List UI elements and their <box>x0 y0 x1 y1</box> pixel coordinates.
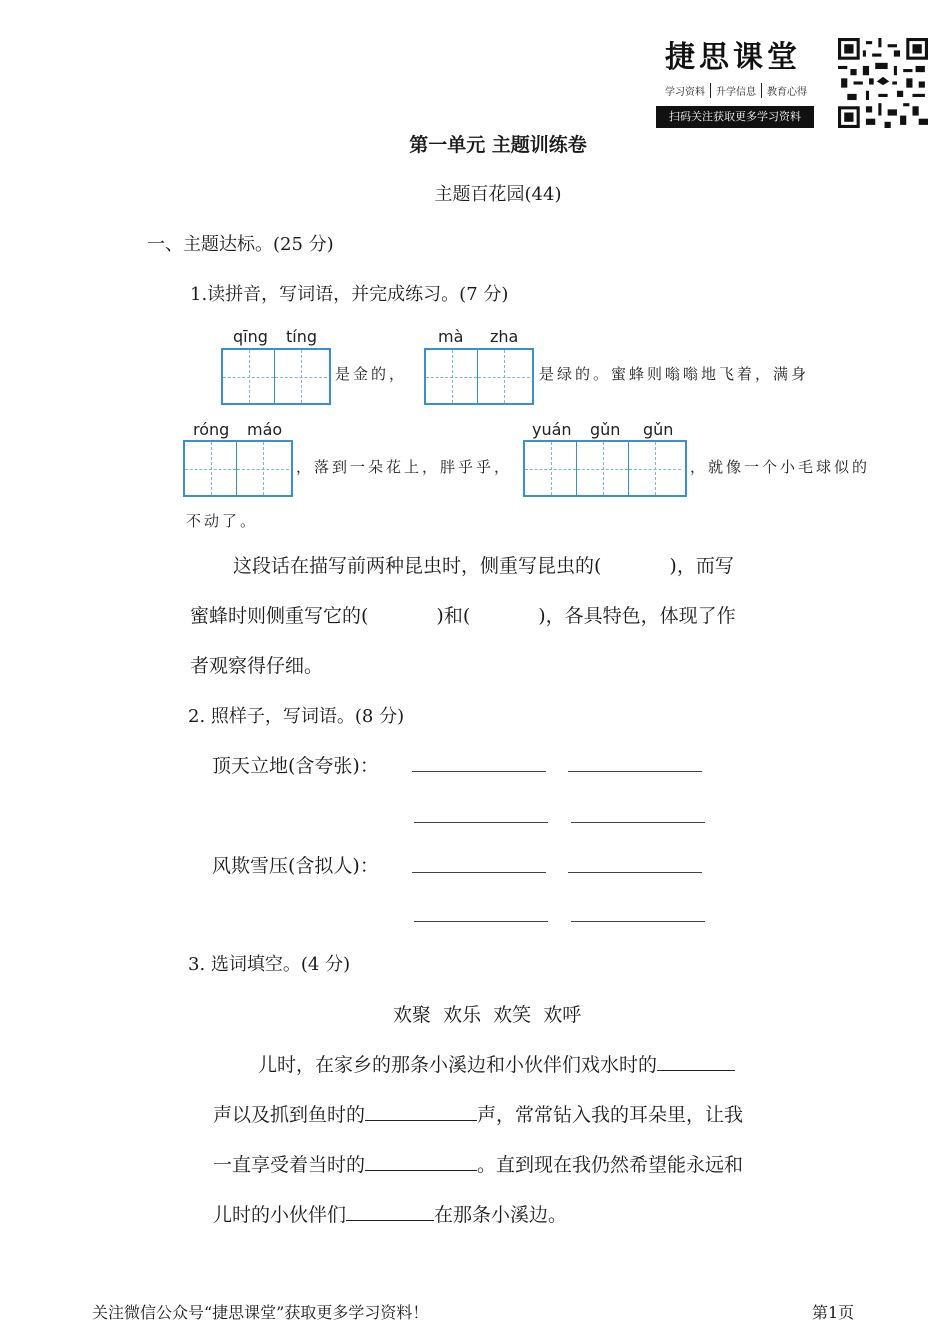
question-1-label: 1.读拼音，写词语，并完成练习。(7 分) <box>190 284 509 305</box>
qr-code-icon[interactable] <box>838 38 928 128</box>
brand-tag: 升学信息 <box>711 83 762 98</box>
passage-line <box>213 1100 743 1127</box>
footer-note: 关注微信公众号“捷思课堂”获取更多学习资料！ <box>92 1303 429 1322</box>
passage-text: 一直享受着当时的 <box>213 1154 366 1176</box>
pinyin: yuán <box>532 420 572 439</box>
answer-line[interactable] <box>568 771 702 772</box>
passage-text: 不动了。 <box>186 512 259 530</box>
page-number: 第1页 <box>812 1303 855 1322</box>
pinyin: qīng <box>233 327 268 346</box>
passage-text: 声，常常钻入我的耳朵里，让我 <box>477 1104 744 1126</box>
writing-grid[interactable] <box>221 348 331 405</box>
passage-text: 是金的， <box>335 365 408 383</box>
writing-grid[interactable] <box>183 440 293 497</box>
writing-grid[interactable] <box>424 348 534 405</box>
pinyin: gǔn <box>590 420 621 439</box>
passage-text: 儿时，在家乡的那条小溪边和小伙伴们戏水时的 <box>258 1054 658 1076</box>
passage-line <box>213 1150 743 1177</box>
brand-tag: 教育心得 <box>767 87 807 98</box>
passage-text: ，就像一个小毛球似的 <box>690 458 871 476</box>
answer-line[interactable] <box>571 921 705 922</box>
passage-text: 。直到现在我仍然希望能永远和 <box>477 1154 744 1176</box>
pinyin: tíng <box>286 327 318 346</box>
passage-line <box>258 1050 735 1077</box>
word-prompt: 风欺雪压(含拟人)： <box>212 855 379 877</box>
pinyin: máo <box>247 420 283 439</box>
word-prompt: 顶天立地(含夸张)： <box>212 755 379 777</box>
question-2-label: 2. 照样子，写词语。(8 分) <box>188 706 405 727</box>
answer-blank[interactable] <box>365 1152 477 1171</box>
description-line <box>190 601 736 628</box>
description-text: )，各具特色，体现了作 <box>538 605 736 627</box>
description-text: 者观察得仔细。 <box>190 655 324 677</box>
question-3-label: 3. 选词填空。(4 分) <box>188 954 351 975</box>
writing-grid[interactable] <box>523 440 687 497</box>
description-text: )，而写 <box>669 555 734 577</box>
answer-line[interactable] <box>568 872 702 873</box>
pinyin: mà <box>438 327 464 346</box>
word-options: 欢聚 欢乐 欢笑 欢呼 <box>393 1004 582 1026</box>
answer-blank[interactable] <box>365 1102 477 1121</box>
answer-line[interactable] <box>412 771 546 772</box>
pinyin: zha <box>490 327 519 346</box>
pinyin: róng <box>193 420 230 439</box>
description-line <box>233 551 734 578</box>
section-heading: 一、主题达标。(25 分) <box>147 234 334 255</box>
answer-blank[interactable] <box>657 1052 735 1071</box>
description-text: 这段话在描写前两种昆虫时，侧重写昆虫的( <box>233 555 602 577</box>
answer-line[interactable] <box>414 822 548 823</box>
pinyin: gǔn <box>643 420 674 439</box>
answer-line[interactable] <box>414 921 548 922</box>
passage-text: 声以及抓到鱼时的 <box>213 1104 366 1126</box>
passage-text: 是绿的。蜜蜂则嗡嗡地飞着，满身 <box>539 365 810 383</box>
answer-line[interactable] <box>571 822 705 823</box>
passage-text: ，落到一朵花上，胖乎乎， <box>296 458 513 476</box>
brand-tags <box>660 83 812 98</box>
passage-text: 在那条小溪边。 <box>434 1204 568 1226</box>
answer-line[interactable] <box>412 872 546 873</box>
brand-banner: 扫码关注获取更多学习资料 <box>656 106 814 128</box>
page-subtitle: 主题百花园(44) <box>434 184 562 205</box>
brand-tag: 学习资料 <box>660 83 711 98</box>
description-text: )和( <box>436 605 471 627</box>
page-title: 第一单元 主题训练卷 <box>409 134 587 156</box>
passage-text: 儿时的小伙伴们 <box>213 1204 347 1226</box>
answer-blank[interactable] <box>346 1202 434 1221</box>
passage-line <box>213 1200 567 1227</box>
description-text: 蜜蜂时则侧重写它的( <box>190 605 369 627</box>
brand-title: 捷思课堂 <box>665 40 801 75</box>
